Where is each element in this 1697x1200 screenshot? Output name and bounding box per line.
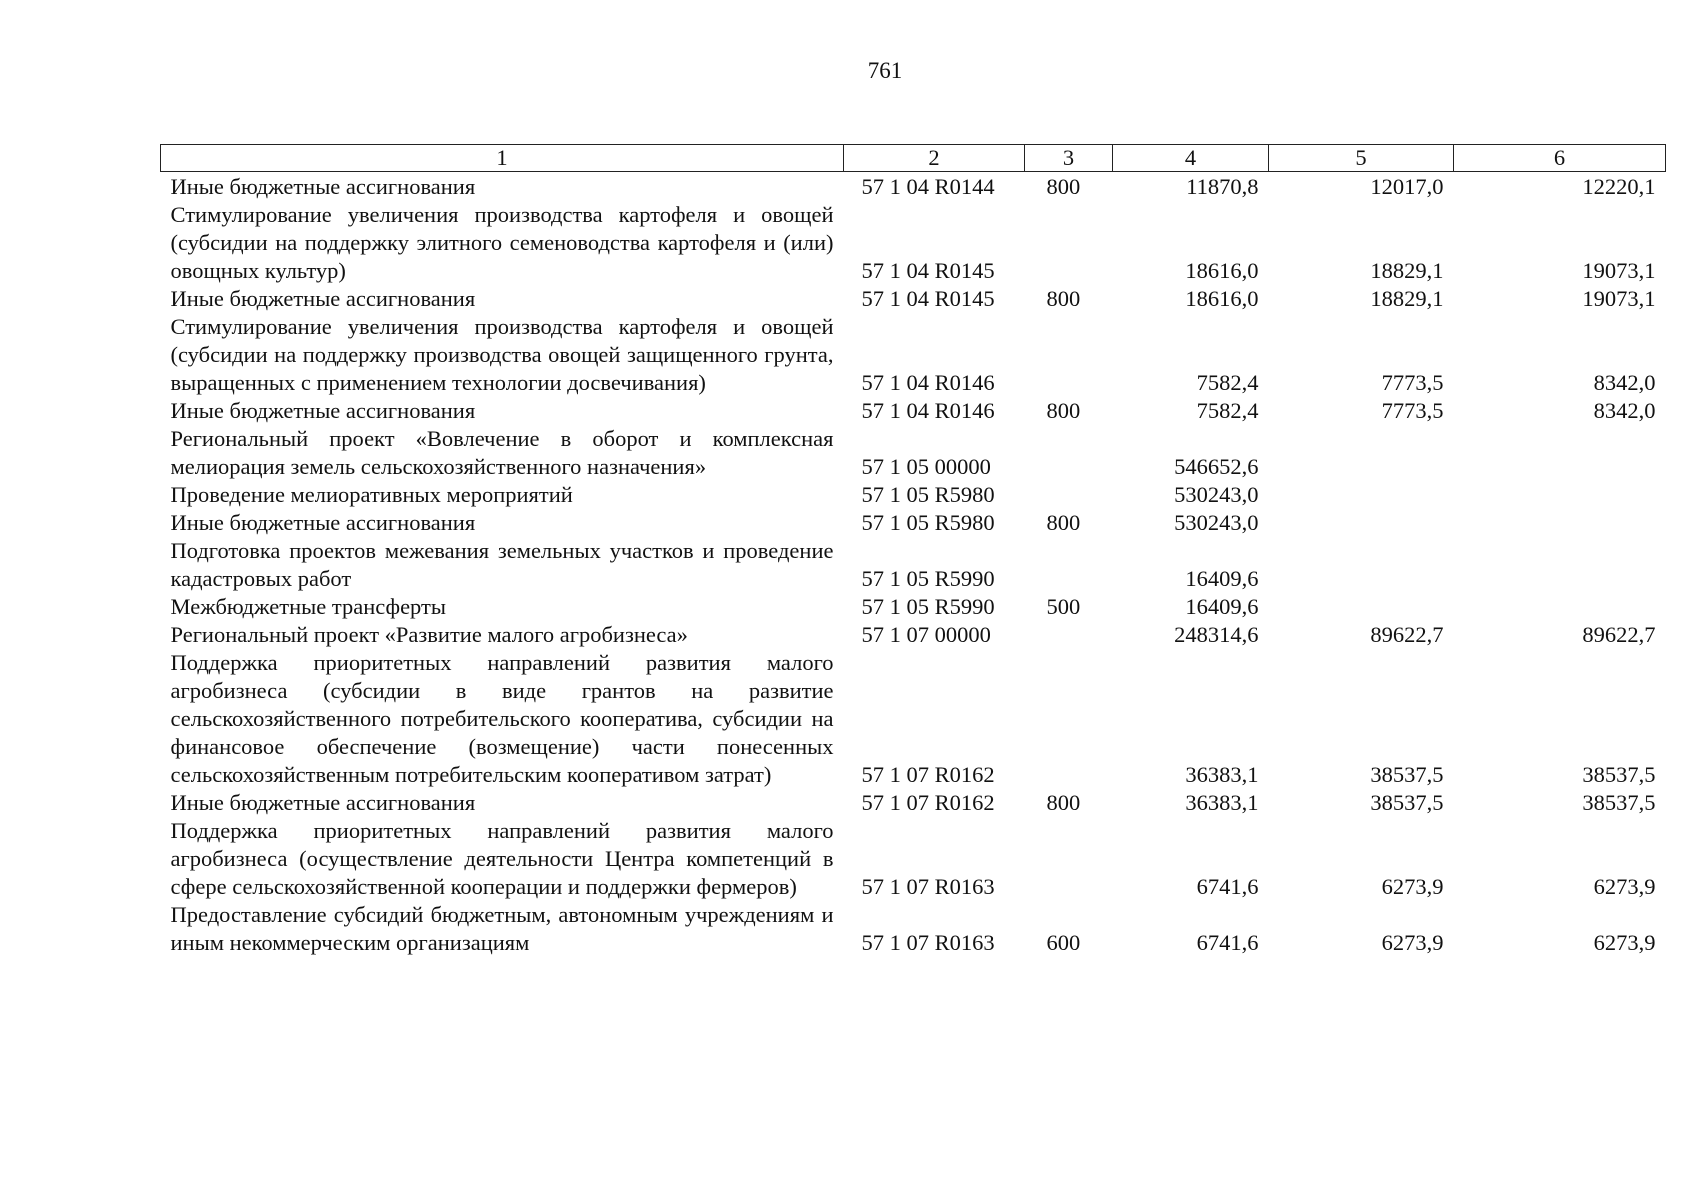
row-type-cell: 800 bbox=[1046, 174, 1081, 199]
row-value-col5-cell: 6273,9 bbox=[1381, 930, 1444, 955]
row-value-col4-cell: 36383,1 bbox=[1185, 762, 1259, 787]
table-row bbox=[161, 481, 1666, 509]
row-code-cell: 57 1 07 R0162 bbox=[861, 762, 995, 787]
row-value-col6-cell: 12220,1 bbox=[1582, 174, 1656, 199]
row-type-cell: 800 bbox=[1046, 398, 1081, 423]
row-code-cell: 57 1 05 R5980 bbox=[861, 510, 995, 535]
row-value-col6-cell: 6273,9 bbox=[1593, 930, 1656, 955]
row-name-cell: Иные бюджетные ассигнования bbox=[170, 174, 476, 199]
row-type-cell: 800 bbox=[1046, 286, 1081, 311]
row-value-col6-cell bbox=[1454, 481, 1666, 509]
row-value-col5-cell: 7773,5 bbox=[1381, 398, 1444, 423]
column-header-5: 5 bbox=[1269, 145, 1454, 172]
row-value-col6-cell bbox=[1454, 593, 1666, 621]
row-type-cell bbox=[1025, 201, 1113, 285]
row-name-cell: Проведение мелиоративных мероприятий bbox=[170, 482, 573, 507]
table-row bbox=[161, 509, 1666, 537]
row-value-col4-cell: 18616,0 bbox=[1185, 286, 1259, 311]
row-type-cell: 800 bbox=[1046, 510, 1081, 535]
table-row bbox=[161, 313, 1666, 397]
table-body bbox=[161, 172, 1666, 958]
row-value-col5-cell: 18829,1 bbox=[1370, 258, 1444, 283]
row-type-cell bbox=[1025, 649, 1113, 789]
row-type-cell: 500 bbox=[1046, 594, 1081, 619]
row-code-cell: 57 1 05 00000 bbox=[861, 454, 991, 479]
table-row bbox=[161, 285, 1666, 313]
table-row bbox=[161, 537, 1666, 593]
column-header-4: 4 bbox=[1113, 145, 1269, 172]
row-name-cell: Стимулирование увеличения производства картофеля и овощей (субсидии на поддержку производства овощей защищенного грунта, выращенных с применением технологии досвечивания) bbox=[170, 314, 834, 395]
table-row bbox=[161, 397, 1666, 425]
column-header-2: 2 bbox=[844, 145, 1025, 172]
table-row bbox=[161, 425, 1666, 481]
row-type-cell bbox=[1025, 817, 1113, 901]
row-value-col6-cell: 38537,5 bbox=[1582, 762, 1656, 787]
row-name-cell: Иные бюджетные ассигнования bbox=[170, 510, 476, 535]
table-row bbox=[161, 789, 1666, 817]
row-name-cell: Поддержка приоритетных направлений развития малого агробизнеса (осуществление деятельности Центра компетенций в сфере сельскохозяйственной кооперации и поддержки фермеров) bbox=[170, 818, 834, 899]
row-value-col6-cell bbox=[1454, 509, 1666, 537]
row-value-col4-cell: 16409,6 bbox=[1185, 594, 1259, 619]
table-row bbox=[161, 593, 1666, 621]
table-row bbox=[161, 649, 1666, 789]
row-name-cell: Иные бюджетные ассигнования bbox=[170, 286, 476, 311]
row-value-col4-cell: 530243,0 bbox=[1174, 482, 1259, 507]
column-header-3: 3 bbox=[1025, 145, 1113, 172]
row-code-cell: 57 1 07 R0163 bbox=[861, 930, 995, 955]
row-value-col4-cell: 16409,6 bbox=[1185, 566, 1259, 591]
row-name-cell: Региональный проект «Вовлечение в оборот и комплексная мелиорация земель сельскохозяйственного назначения» bbox=[170, 426, 834, 479]
row-name-cell: Предоставление субсидий бюджетным, автономным учреждениям и иным некоммерческим организациям bbox=[170, 902, 834, 955]
row-value-col4-cell: 18616,0 bbox=[1185, 258, 1259, 283]
table-row bbox=[161, 201, 1666, 285]
row-value-col5-cell: 89622,7 bbox=[1370, 622, 1444, 647]
row-type-cell: 800 bbox=[1046, 790, 1081, 815]
row-value-col4-cell: 36383,1 bbox=[1185, 790, 1259, 815]
row-value-col4-cell: 7582,4 bbox=[1196, 398, 1259, 423]
row-value-col5-cell: 7773,5 bbox=[1381, 370, 1444, 395]
table-row bbox=[161, 172, 1666, 202]
row-code-cell: 57 1 07 R0162 bbox=[861, 790, 995, 815]
row-code-cell: 57 1 04 R0146 bbox=[861, 370, 995, 395]
row-value-col6-cell: 19073,1 bbox=[1582, 258, 1656, 283]
row-value-col5-cell: 6273,9 bbox=[1381, 874, 1444, 899]
row-value-col5-cell bbox=[1269, 509, 1454, 537]
row-value-col4-cell: 7582,4 bbox=[1196, 370, 1259, 395]
row-name-cell: Подготовка проектов межевания земельных участков и проведение кадастровых работ bbox=[170, 538, 834, 591]
row-value-col5-cell bbox=[1269, 481, 1454, 509]
row-value-col6-cell: 89622,7 bbox=[1582, 622, 1656, 647]
row-code-cell: 57 1 07 R0163 bbox=[861, 874, 995, 899]
row-type-cell bbox=[1025, 481, 1113, 509]
row-type-cell bbox=[1025, 425, 1113, 481]
row-name-cell: Межбюджетные трансферты bbox=[170, 594, 446, 619]
row-code-cell: 57 1 05 R5980 bbox=[861, 482, 995, 507]
row-type-cell bbox=[1025, 537, 1113, 593]
table-header bbox=[161, 145, 1666, 172]
row-value-col6-cell: 6273,9 bbox=[1593, 874, 1656, 899]
row-value-col6-cell bbox=[1454, 537, 1666, 593]
row-value-col5-cell: 12017,0 bbox=[1370, 174, 1444, 199]
row-code-cell: 57 1 04 R0145 bbox=[861, 258, 995, 283]
row-name-cell: Поддержка приоритетных направлений развития малого агробизнеса (субсидии в виде грантов на развитие сельскохозяйственного потребительского кооператива, субсидии на финансовое обеспечение (возмещение) части понесенных сельскохозяйственным потребительским кооперативом затрат) bbox=[170, 650, 834, 787]
page-number: 761 bbox=[867, 58, 903, 83]
row-value-col5-cell bbox=[1269, 593, 1454, 621]
row-value-col4-cell: 11870,8 bbox=[1186, 174, 1259, 199]
row-code-cell: 57 1 04 R0144 bbox=[861, 174, 995, 199]
column-header-1: 1 bbox=[161, 145, 844, 172]
row-type-cell bbox=[1025, 313, 1113, 397]
row-code-cell: 57 1 04 R0146 bbox=[861, 398, 995, 423]
row-value-col5-cell bbox=[1269, 537, 1454, 593]
row-code-cell: 57 1 07 00000 bbox=[861, 622, 991, 647]
column-header-6: 6 bbox=[1454, 145, 1666, 172]
row-value-col6-cell: 38537,5 bbox=[1582, 790, 1656, 815]
row-value-col4-cell: 6741,6 bbox=[1196, 930, 1259, 955]
table-row bbox=[161, 621, 1666, 649]
row-name-cell: Региональный проект «Развитие малого агробизнеса» bbox=[170, 622, 688, 647]
budget-table bbox=[160, 144, 1666, 957]
row-value-col6-cell: 19073,1 bbox=[1582, 286, 1656, 311]
row-code-cell: 57 1 05 R5990 bbox=[861, 566, 995, 591]
row-value-col4-cell: 546652,6 bbox=[1174, 454, 1259, 479]
header-row bbox=[161, 145, 1666, 172]
row-name-cell: Стимулирование увеличения производства картофеля и овощей (субсидии на поддержку элитного семеноводства картофеля и (или) овощных культур) bbox=[170, 202, 834, 283]
row-code-cell: 57 1 04 R0145 bbox=[861, 286, 995, 311]
row-type-cell bbox=[1025, 621, 1113, 649]
row-value-col4-cell: 248314,6 bbox=[1174, 622, 1259, 647]
row-value-col5-cell: 18829,1 bbox=[1370, 286, 1444, 311]
row-code-cell: 57 1 05 R5990 bbox=[861, 594, 995, 619]
row-value-col6-cell bbox=[1454, 425, 1666, 481]
table-row bbox=[161, 817, 1666, 901]
row-value-col5-cell bbox=[1269, 425, 1454, 481]
row-value-col4-cell: 530243,0 bbox=[1174, 510, 1259, 535]
row-value-col5-cell: 38537,5 bbox=[1370, 762, 1444, 787]
row-name-cell: Иные бюджетные ассигнования bbox=[170, 790, 476, 815]
row-type-cell: 600 bbox=[1046, 930, 1081, 955]
row-name-cell: Иные бюджетные ассигнования bbox=[170, 398, 476, 423]
row-value-col5-cell: 38537,5 bbox=[1370, 790, 1444, 815]
table-row bbox=[161, 901, 1666, 957]
row-value-col6-cell: 8342,0 bbox=[1593, 398, 1656, 423]
row-value-col4-cell: 6741,6 bbox=[1196, 874, 1259, 899]
row-value-col6-cell: 8342,0 bbox=[1593, 370, 1656, 395]
